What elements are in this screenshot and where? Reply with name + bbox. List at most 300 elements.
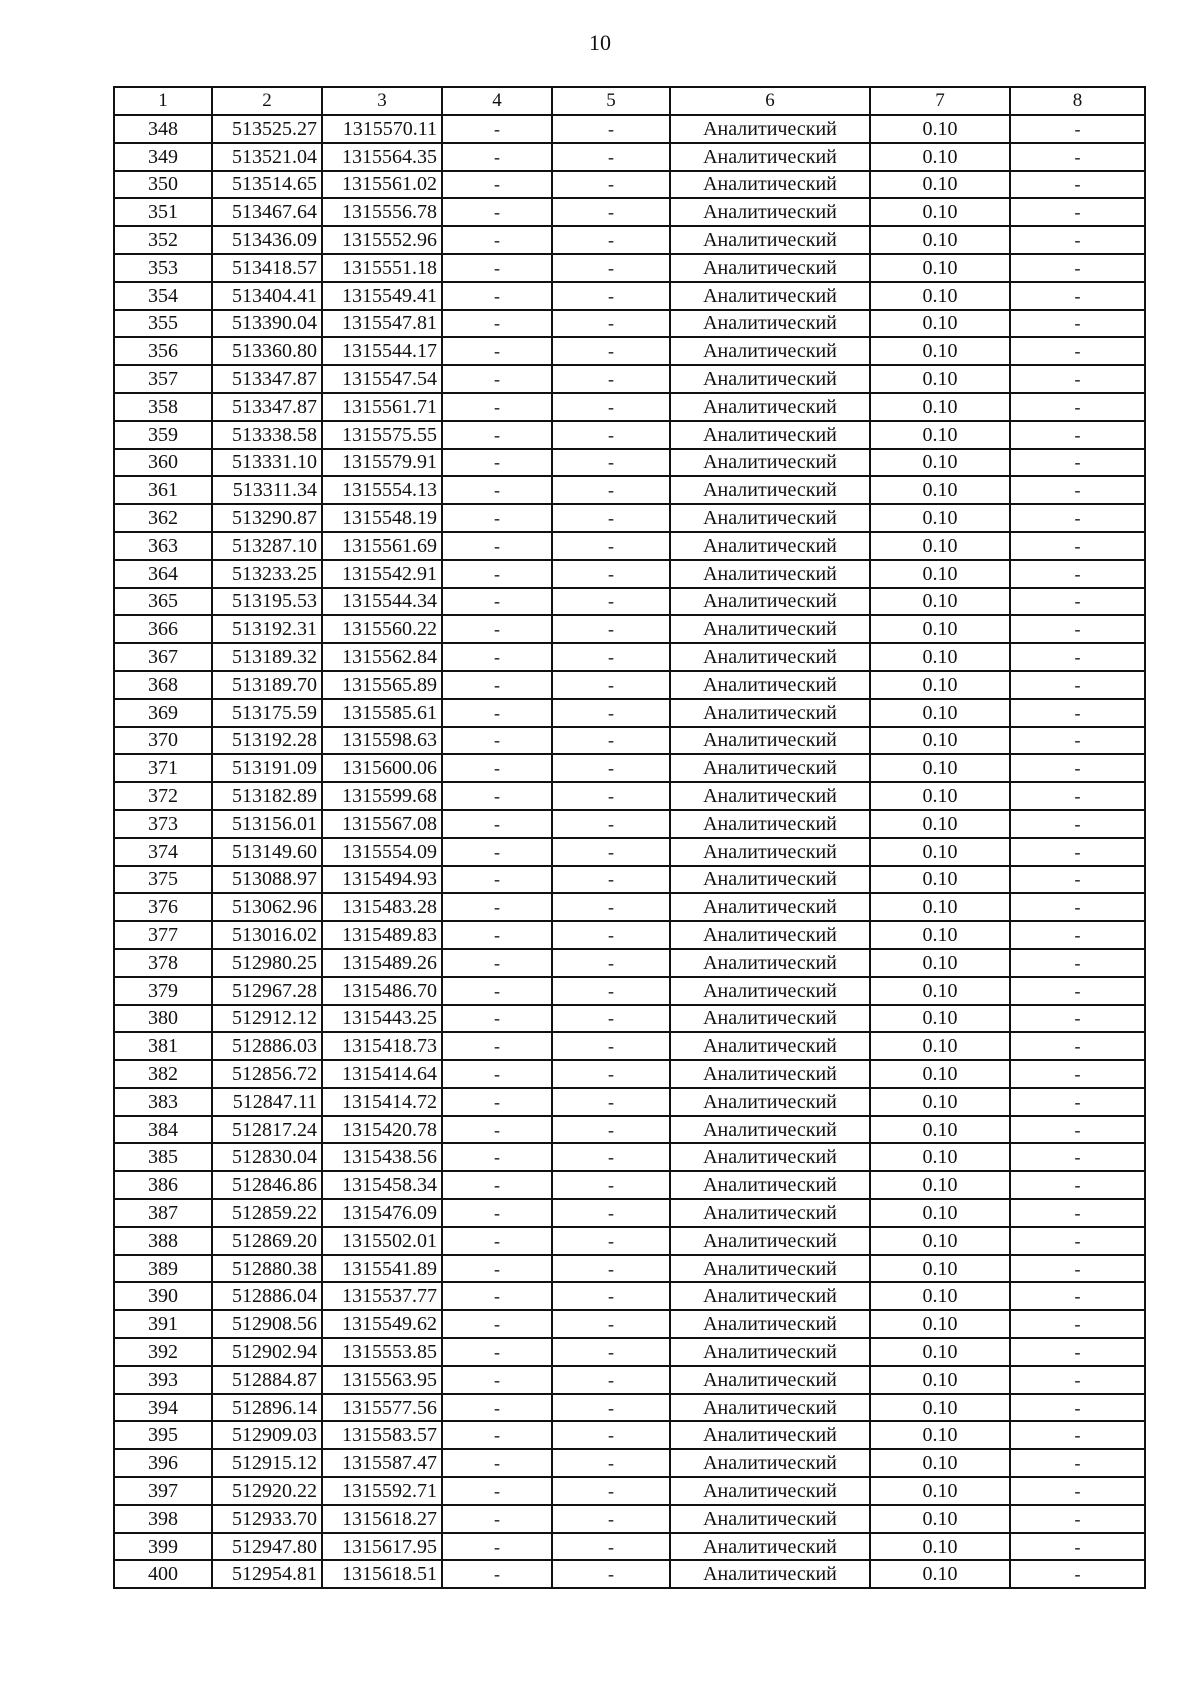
column-4-cell: - [442,838,552,866]
x-coordinate-cell: 512902.94 [212,1338,322,1366]
method-cell: Аналитический [670,921,870,949]
x-coordinate-cell: 512886.03 [212,1032,322,1060]
accuracy-cell: 0.10 [870,1449,1010,1477]
table-row [114,449,1145,477]
x-coordinate-cell: 513525.27 [212,115,322,143]
accuracy-cell: 0.10 [870,782,1010,810]
x-coordinate-cell: 513175.59 [212,699,322,727]
point-number-cell: 397 [114,1477,212,1505]
column-5-cell: - [552,1338,670,1366]
column-5-cell: - [552,1032,670,1060]
column-5-cell: - [552,1560,670,1588]
column-5-cell: - [552,1421,670,1449]
y-coordinate-cell: 1315542.91 [322,560,442,588]
column-5-cell: - [552,671,670,699]
point-number-cell: 368 [114,671,212,699]
y-coordinate-cell: 1315567.08 [322,810,442,838]
point-number-cell: 380 [114,1005,212,1033]
accuracy-cell: 0.10 [870,838,1010,866]
column-4-cell: - [442,310,552,338]
table-row [114,393,1145,421]
method-cell: Аналитический [670,838,870,866]
column-4-cell: - [442,1116,552,1144]
column-8-cell: - [1010,337,1145,365]
method-cell: Аналитический [670,421,870,449]
accuracy-cell: 0.10 [870,198,1010,226]
method-cell: Аналитический [670,1421,870,1449]
x-coordinate-cell: 512908.56 [212,1310,322,1338]
point-number-cell: 392 [114,1338,212,1366]
column-4-cell: - [442,1060,552,1088]
table-row [114,1199,1145,1227]
y-coordinate-cell: 1315418.73 [322,1032,442,1060]
accuracy-cell: 0.10 [870,977,1010,1005]
y-coordinate-cell: 1315598.63 [322,727,442,755]
table-row [114,588,1145,616]
column-5-cell: - [552,1116,670,1144]
y-coordinate-cell: 1315585.61 [322,699,442,727]
y-coordinate-cell: 1315587.47 [322,1449,442,1477]
x-coordinate-cell: 513360.80 [212,337,322,365]
x-coordinate-cell: 513062.96 [212,893,322,921]
column-4-cell: - [442,254,552,282]
method-cell: Аналитический [670,532,870,560]
column-8-cell: - [1010,560,1145,588]
table-row [114,1005,1145,1033]
column-8-cell: - [1010,226,1145,254]
point-number-cell: 384 [114,1116,212,1144]
table-row [114,1394,1145,1422]
table-row [114,532,1145,560]
column-8-cell: - [1010,1005,1145,1033]
column-header: 2 [212,87,322,115]
method-cell: Аналитический [670,1227,870,1255]
y-coordinate-cell: 1315556.78 [322,198,442,226]
point-number-cell: 387 [114,1199,212,1227]
table-row [114,1171,1145,1199]
y-coordinate-cell: 1315565.89 [322,671,442,699]
point-number-cell: 394 [114,1394,212,1422]
point-number-cell: 399 [114,1533,212,1561]
accuracy-cell: 0.10 [870,365,1010,393]
table-row [114,1310,1145,1338]
column-8-cell: - [1010,893,1145,921]
column-8-cell: - [1010,532,1145,560]
method-cell: Аналитический [670,1005,870,1033]
column-4-cell: - [442,699,552,727]
point-number-cell: 358 [114,393,212,421]
table-row [114,1505,1145,1533]
method-cell: Аналитический [670,560,870,588]
x-coordinate-cell: 513195.53 [212,588,322,616]
column-8-cell: - [1010,671,1145,699]
column-5-cell: - [552,949,670,977]
table-row [114,115,1145,143]
point-number-cell: 360 [114,449,212,477]
accuracy-cell: 0.10 [870,727,1010,755]
column-5-cell: - [552,588,670,616]
column-5-cell: - [552,1199,670,1227]
x-coordinate-cell: 512896.14 [212,1394,322,1422]
point-number-cell: 354 [114,282,212,310]
point-number-cell: 398 [114,1505,212,1533]
method-cell: Аналитический [670,1394,870,1422]
page-number: 10 [589,30,611,55]
method-cell: Аналитический [670,1477,870,1505]
column-header: 8 [1010,87,1145,115]
column-8-cell: - [1010,754,1145,782]
x-coordinate-cell: 512947.80 [212,1533,322,1561]
y-coordinate-cell: 1315420.78 [322,1116,442,1144]
point-number-cell: 376 [114,893,212,921]
accuracy-cell: 0.10 [870,1143,1010,1171]
method-cell: Аналитический [670,1282,870,1310]
accuracy-cell: 0.10 [870,226,1010,254]
column-4-cell: - [442,643,552,671]
column-8-cell: - [1010,365,1145,393]
point-number-cell: 369 [114,699,212,727]
accuracy-cell: 0.10 [870,866,1010,894]
column-4-cell: - [442,504,552,532]
y-coordinate-cell: 1315561.71 [322,393,442,421]
y-coordinate-cell: 1315489.26 [322,949,442,977]
point-number-cell: 400 [114,1560,212,1588]
column-5-cell: - [552,254,670,282]
accuracy-cell: 0.10 [870,699,1010,727]
table-row [114,254,1145,282]
column-8-cell: - [1010,1143,1145,1171]
point-number-cell: 395 [114,1421,212,1449]
column-5-cell: - [552,1394,670,1422]
point-number-cell: 378 [114,949,212,977]
method-cell: Аналитический [670,643,870,671]
column-8-cell: - [1010,1477,1145,1505]
column-8-cell: - [1010,1505,1145,1533]
point-number-cell: 382 [114,1060,212,1088]
column-8-cell: - [1010,143,1145,171]
y-coordinate-cell: 1315547.54 [322,365,442,393]
y-coordinate-cell: 1315494.93 [322,866,442,894]
accuracy-cell: 0.10 [870,1338,1010,1366]
column-8-cell: - [1010,949,1145,977]
column-4-cell: - [442,615,552,643]
accuracy-cell: 0.10 [870,949,1010,977]
x-coordinate-cell: 513418.57 [212,254,322,282]
column-8-cell: - [1010,1366,1145,1394]
column-5-cell: - [552,1060,670,1088]
column-header: 4 [442,87,552,115]
column-4-cell: - [442,588,552,616]
point-number-cell: 389 [114,1255,212,1283]
method-cell: Аналитический [670,1533,870,1561]
x-coordinate-cell: 512909.03 [212,1421,322,1449]
method-cell: Аналитический [670,1366,870,1394]
point-number-cell: 348 [114,115,212,143]
accuracy-cell: 0.10 [870,921,1010,949]
y-coordinate-cell: 1315583.57 [322,1421,442,1449]
column-5-cell: - [552,310,670,338]
column-4-cell: - [442,1255,552,1283]
column-4-cell: - [442,1227,552,1255]
column-5-cell: - [552,921,670,949]
accuracy-cell: 0.10 [870,1171,1010,1199]
column-5-cell: - [552,1449,670,1477]
method-cell: Аналитический [670,1060,870,1088]
y-coordinate-cell: 1315599.68 [322,782,442,810]
point-number-cell: 377 [114,921,212,949]
column-8-cell: - [1010,504,1145,532]
column-5-cell: - [552,504,670,532]
point-number-cell: 350 [114,171,212,199]
column-4-cell: - [442,393,552,421]
column-header: 3 [322,87,442,115]
column-4-cell: - [442,115,552,143]
column-8-cell: - [1010,1449,1145,1477]
column-4-cell: - [442,449,552,477]
y-coordinate-cell: 1315553.85 [322,1338,442,1366]
x-coordinate-cell: 513189.70 [212,671,322,699]
column-8-cell: - [1010,1282,1145,1310]
y-coordinate-cell: 1315537.77 [322,1282,442,1310]
table-row [114,476,1145,504]
table-row [114,282,1145,310]
method-cell: Аналитический [670,782,870,810]
column-8-cell: - [1010,1255,1145,1283]
point-number-cell: 357 [114,365,212,393]
method-cell: Аналитический [670,282,870,310]
method-cell: Аналитический [670,1338,870,1366]
table-row [114,1533,1145,1561]
column-8-cell: - [1010,1560,1145,1588]
column-4-cell: - [442,1199,552,1227]
column-8-cell: - [1010,838,1145,866]
method-cell: Аналитический [670,727,870,755]
table-row [114,1421,1145,1449]
column-4-cell: - [442,782,552,810]
x-coordinate-cell: 513404.41 [212,282,322,310]
table-row [114,838,1145,866]
table-row [114,365,1145,393]
column-8-cell: - [1010,310,1145,338]
x-coordinate-cell: 512846.86 [212,1171,322,1199]
x-coordinate-cell: 513467.64 [212,198,322,226]
column-4-cell: - [442,949,552,977]
y-coordinate-cell: 1315564.35 [322,143,442,171]
column-5-cell: - [552,532,670,560]
point-number-cell: 361 [114,476,212,504]
column-8-cell: - [1010,1338,1145,1366]
x-coordinate-cell: 512817.24 [212,1116,322,1144]
table-row [114,977,1145,1005]
y-coordinate-cell: 1315414.72 [322,1088,442,1116]
column-4-cell: - [442,1560,552,1588]
x-coordinate-cell: 513311.34 [212,476,322,504]
accuracy-cell: 0.10 [870,1366,1010,1394]
accuracy-cell: 0.10 [870,143,1010,171]
column-5-cell: - [552,365,670,393]
x-coordinate-cell: 512869.20 [212,1227,322,1255]
table-row [114,1032,1145,1060]
column-4-cell: - [442,1310,552,1338]
column-4-cell: - [442,810,552,838]
table-row [114,643,1145,671]
column-5-cell: - [552,1477,670,1505]
table-row [114,866,1145,894]
y-coordinate-cell: 1315541.89 [322,1255,442,1283]
column-4-cell: - [442,282,552,310]
accuracy-cell: 0.10 [870,1227,1010,1255]
accuracy-cell: 0.10 [870,1116,1010,1144]
y-coordinate-cell: 1315570.11 [322,115,442,143]
point-number-cell: 349 [114,143,212,171]
y-coordinate-cell: 1315476.09 [322,1199,442,1227]
column-8-cell: - [1010,282,1145,310]
y-coordinate-cell: 1315579.91 [322,449,442,477]
column-5-cell: - [552,643,670,671]
column-5-cell: - [552,115,670,143]
column-5-cell: - [552,1282,670,1310]
point-number-cell: 388 [114,1227,212,1255]
method-cell: Аналитический [670,226,870,254]
column-5-cell: - [552,1171,670,1199]
column-8-cell: - [1010,727,1145,755]
y-coordinate-cell: 1315486.70 [322,977,442,1005]
column-5-cell: - [552,560,670,588]
y-coordinate-cell: 1315548.19 [322,504,442,532]
x-coordinate-cell: 512847.11 [212,1088,322,1116]
column-4-cell: - [442,671,552,699]
point-number-cell: 364 [114,560,212,588]
accuracy-cell: 0.10 [870,1032,1010,1060]
column-5-cell: - [552,143,670,171]
x-coordinate-cell: 513290.87 [212,504,322,532]
table-row [114,699,1145,727]
table-row [114,337,1145,365]
table-row [114,671,1145,699]
x-coordinate-cell: 512884.87 [212,1366,322,1394]
table-row [114,143,1145,171]
x-coordinate-cell: 513338.58 [212,421,322,449]
y-coordinate-cell: 1315617.95 [322,1533,442,1561]
x-coordinate-cell: 512980.25 [212,949,322,977]
y-coordinate-cell: 1315618.51 [322,1560,442,1588]
y-coordinate-cell: 1315592.71 [322,1477,442,1505]
column-5-cell: - [552,1255,670,1283]
accuracy-cell: 0.10 [870,282,1010,310]
method-cell: Аналитический [670,1310,870,1338]
column-8-cell: - [1010,1116,1145,1144]
method-cell: Аналитический [670,310,870,338]
x-coordinate-cell: 513390.04 [212,310,322,338]
x-coordinate-cell: 513233.25 [212,560,322,588]
column-5-cell: - [552,893,670,921]
point-number-cell: 383 [114,1088,212,1116]
x-coordinate-cell: 513436.09 [212,226,322,254]
column-5-cell: - [552,866,670,894]
column-8-cell: - [1010,588,1145,616]
method-cell: Аналитический [670,476,870,504]
accuracy-cell: 0.10 [870,1505,1010,1533]
column-5-cell: - [552,1366,670,1394]
column-5-cell: - [552,198,670,226]
method-cell: Аналитический [670,1171,870,1199]
point-number-cell: 363 [114,532,212,560]
y-coordinate-cell: 1315554.13 [322,476,442,504]
method-cell: Аналитический [670,699,870,727]
table-body [114,115,1145,1588]
table-row [114,949,1145,977]
column-4-cell: - [442,1088,552,1116]
column-8-cell: - [1010,615,1145,643]
column-8-cell: - [1010,1088,1145,1116]
point-number-cell: 374 [114,838,212,866]
method-cell: Аналитический [670,1199,870,1227]
x-coordinate-cell: 512830.04 [212,1143,322,1171]
column-5-cell: - [552,1227,670,1255]
x-coordinate-cell: 512933.70 [212,1505,322,1533]
method-cell: Аналитический [670,810,870,838]
column-header: 7 [870,87,1010,115]
x-coordinate-cell: 513347.87 [212,393,322,421]
accuracy-cell: 0.10 [870,532,1010,560]
table-row [114,226,1145,254]
column-8-cell: - [1010,866,1145,894]
accuracy-cell: 0.10 [870,1088,1010,1116]
column-5-cell: - [552,1310,670,1338]
column-5-cell: - [552,393,670,421]
x-coordinate-cell: 512954.81 [212,1560,322,1588]
method-cell: Аналитический [670,1560,870,1588]
y-coordinate-cell: 1315561.02 [322,171,442,199]
column-4-cell: - [442,1366,552,1394]
method-cell: Аналитический [670,1088,870,1116]
column-8-cell: - [1010,810,1145,838]
method-cell: Аналитический [670,365,870,393]
column-5-cell: - [552,1005,670,1033]
column-8-cell: - [1010,643,1145,671]
column-5-cell: - [552,754,670,782]
column-4-cell: - [442,1282,552,1310]
y-coordinate-cell: 1315443.25 [322,1005,442,1033]
x-coordinate-cell: 513189.32 [212,643,322,671]
method-cell: Аналитический [670,949,870,977]
accuracy-cell: 0.10 [870,1394,1010,1422]
column-8-cell: - [1010,476,1145,504]
x-coordinate-cell: 513192.31 [212,615,322,643]
column-4-cell: - [442,337,552,365]
column-8-cell: - [1010,1032,1145,1060]
column-4-cell: - [442,421,552,449]
column-4-cell: - [442,893,552,921]
table-row [114,504,1145,532]
column-5-cell: - [552,337,670,365]
column-4-cell: - [442,1421,552,1449]
table-row [114,1116,1145,1144]
accuracy-cell: 0.10 [870,1005,1010,1033]
y-coordinate-cell: 1315600.06 [322,754,442,782]
column-4-cell: - [442,1338,552,1366]
column-8-cell: - [1010,1310,1145,1338]
column-4-cell: - [442,1505,552,1533]
column-4-cell: - [442,921,552,949]
column-4-cell: - [442,977,552,1005]
method-cell: Аналитический [670,198,870,226]
column-5-cell: - [552,727,670,755]
y-coordinate-cell: 1315489.83 [322,921,442,949]
x-coordinate-cell: 512856.72 [212,1060,322,1088]
column-8-cell: - [1010,254,1145,282]
method-cell: Аналитический [670,1032,870,1060]
